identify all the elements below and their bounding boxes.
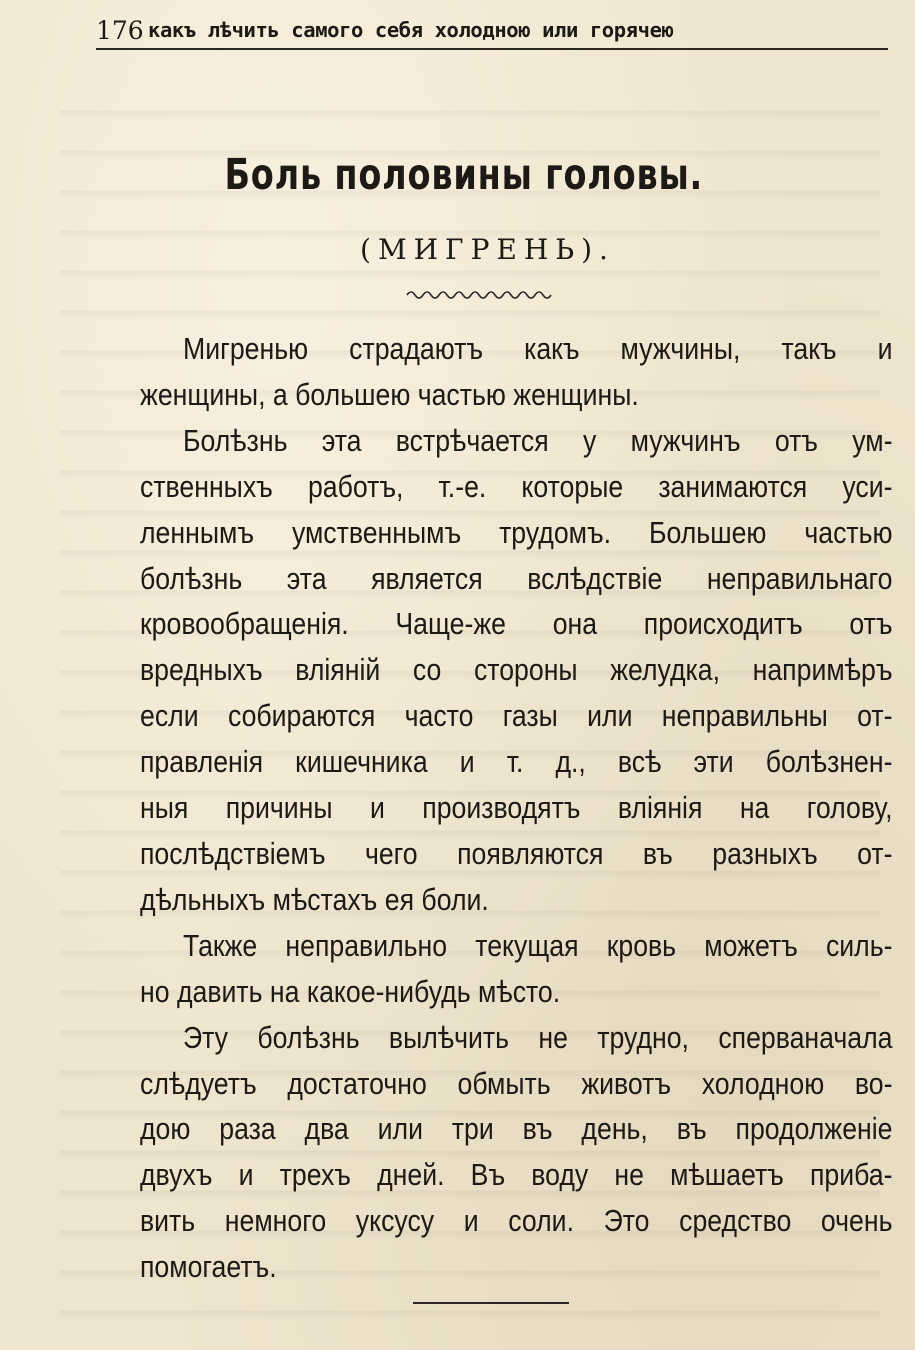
paragraph <box>97 418 893 923</box>
text-line: Эту болѣзнь вылѣчить не трудно, сперваначала <box>183 1019 893 1055</box>
text-line: дою раза два или три въ день, въ продолженіе <box>140 1111 893 1147</box>
text-line: ныя причины и производятъ вліянія на голову, <box>140 790 893 826</box>
body-text <box>97 326 893 1290</box>
text-line: болѣзнь эта является вслѣдствіе неправильнаго <box>140 560 893 596</box>
text-line: слѣдуетъ достаточно обмыть животъ холодною во- <box>140 1065 893 1101</box>
text-line: Мигренью страдаютъ какъ мужчины, такъ и <box>183 331 893 366</box>
text-line: кровообращенія. Чаще-же она происходитъ отъ <box>140 606 893 642</box>
text-line: помогаетъ. <box>140 1249 277 1285</box>
text-line: двухъ и трехъ дней. Въ воду не мѣшаетъ приба- <box>140 1157 893 1193</box>
text-line: леннымъ умственнымъ трудомъ. Большею частью <box>140 514 893 550</box>
paragraph <box>97 1015 893 1290</box>
page-header <box>96 14 888 50</box>
section-subtitle: (МИГРЕНЬ). <box>360 233 615 266</box>
running-head: какъ лѣчить самого себя холодною или горячею <box>148 18 674 42</box>
section-title: Боль половины головы. <box>224 150 704 200</box>
paragraph <box>97 326 893 418</box>
text-line: послѣдствіемъ чего появляются въ разныхъ от- <box>140 835 893 871</box>
text-line: вредныхъ вліяній со стороны желудка, напримѣръ <box>140 652 893 688</box>
text-line: женщины, а большею частью женщины. <box>140 376 639 412</box>
paragraph <box>97 923 893 1015</box>
text-line: правленія кишечника и т. д., всѣ эти болѣзнен- <box>140 744 893 780</box>
text-line: если собираются часто газы или неправильны от- <box>140 698 893 734</box>
page-number: 176 <box>96 16 144 45</box>
wavy-ornament-divider <box>405 286 555 304</box>
text-line: Также неправильно текущая кровь можетъ силь- <box>183 927 893 963</box>
text-line: дѣльныхъ мѣстахъ ея боли. <box>140 881 489 917</box>
text-line: вить немного уксусу и соли. Это средство очень <box>140 1203 893 1239</box>
text-line: ственныхъ работъ, т.-е. которые занимаются уси- <box>140 468 893 504</box>
text-line: Болѣзнь эта встрѣчается у мужчинъ отъ ум- <box>183 422 893 458</box>
text-line: но давить на какое-нибудь мѣсто. <box>140 973 561 1009</box>
end-rule-divider <box>413 1302 569 1304</box>
